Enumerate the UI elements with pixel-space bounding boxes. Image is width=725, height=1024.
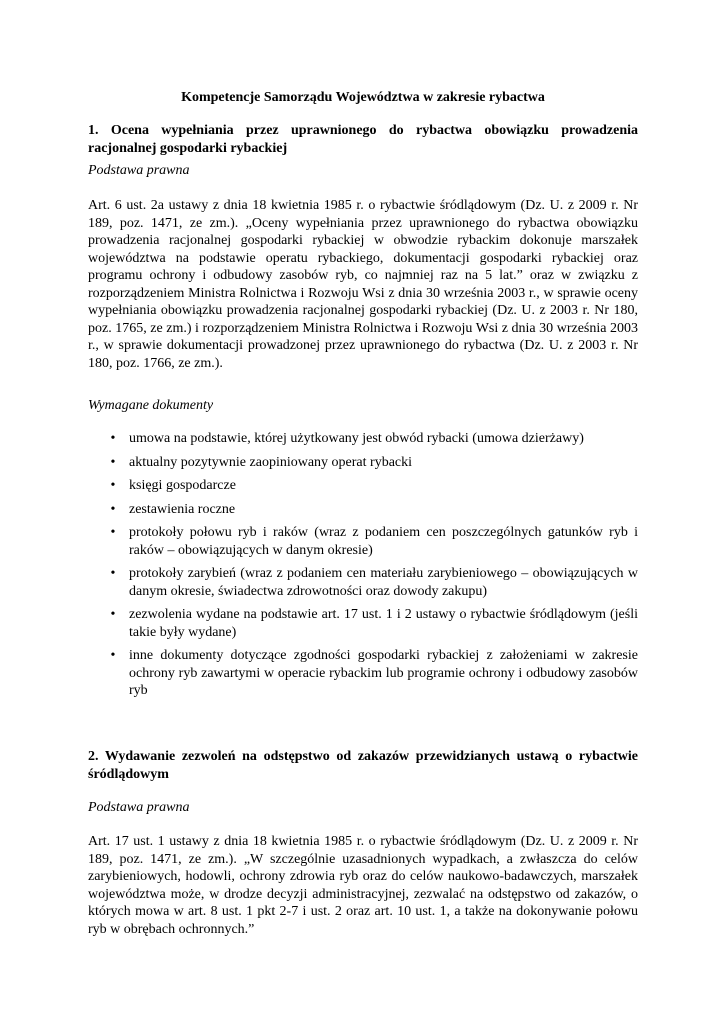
list-item-text: protokoły połowu ryb i raków (wraz z podaniem cen poszczególnych gatunków ryb i raków – obowiązujących w danym okresie) (129, 525, 638, 558)
list-item (88, 430, 638, 448)
bullet-icon: • (110, 431, 116, 446)
list-item (88, 501, 638, 519)
list-item-text: umowa na podstawie, której użytkowany jest obwód rybacki (umowa dzierżawy) (129, 431, 584, 446)
bullet-icon: • (110, 501, 116, 517)
section-1-legal-basis-label: Podstawa prawna (88, 163, 190, 178)
list-item (88, 565, 638, 600)
section-1-heading: 1. Ocena wypełniania przez uprawnionego do rybactwa obowiązku prowadzenia racjonalnej gospodarki rybackiej (88, 123, 638, 156)
list-item-text: księgi gospodarcze (129, 478, 236, 493)
section-1-legal-basis-text: Art. 6 ust. 2a ustawy z dnia 18 kwietnia 1985 r. o rybactwie śródlądowym (Dz. U. z 2009 r. Nr 189, poz. 1471, ze zm.). „Oceny wypełniania przez uprawnionego do rybactwa obowiązku prowadzenia racjonalnej gospodarki rybackiej w obwodzie rybackim dokonuje marszałek województwa na podstawie operatu rybackiego, dokumentacji gospodarki rybackiej oraz programu ochrony i odbudowy zasobów ryb, co najmniej raz na 5 lat.” oraz w związku z rozporządzeniem Ministra Rolnictwa i Rozwoju Wsi z dnia 30 września 2003 r., w sprawie oceny wypełniania obowiązku prowadzenia racjonalnej gospodarki rybackiej (Dz. U. z 2003 r. Nr 180, poz. 1765, ze zm.) i rozporządzeniem Ministra Rolnictwa i Rozwoju Wsi z dnia 30 września 2003 r., w sprawie dokumentacji prowadzonej przez uprawnionego do rybactwa (Dz. U. z 2003 r. Nr 180, poz. 1766, ze zm.). (88, 198, 638, 371)
section-2-legal-basis-text: Art. 17 ust. 1 ustawy z dnia 18 kwietnia 1985 r. o rybactwie śródlądowym (Dz. U. z 2009 r. Nr 189, poz. 1471, ze zm.). „W szczególnie uzasadnionych wypadkach, a zwłaszcza do celów zarybieniowych, hodowli, ochrony zdrowia ryb oraz do celów naukowo-badawczych, marszałek województwa może, w drodze decyzji administracyjnej, zezwalać na odstępstwo od zakazów, o których mowa w art. 8 ust. 1 pkt 2-7 i ust. 2 oraz art. 10 ust. 1, a także na dokonywanie połowu ryb w obrębach ochronnych.” (88, 834, 638, 937)
list-item-text: aktualny pozytywnie zaopiniowany operat rybacki (129, 454, 413, 470)
section-2-legal-basis-label: Podstawa prawna (88, 800, 190, 815)
bullet-icon: • (110, 525, 116, 540)
list-item (88, 454, 638, 472)
list-item (88, 524, 638, 559)
bullet-icon: • (110, 478, 116, 493)
list-item-text: inne dokumenty dotyczące zgodności gospodarki rybackiej z założeniami w zakresie ochrony ryb zawartymi w operacie rybackim lub programie ochrony i odbudowy zasobów ryb (129, 648, 638, 698)
list-item-text: protokoły zarybień (wraz z podaniem cen materiału zarybieniowego – obowiązujących w danym okresie, świadectwa zdrowotności oraz dowody zakupu) (129, 566, 638, 599)
required-documents-label: Wymagane dokumenty (88, 398, 214, 413)
list-item-text: zestawienia roczne (129, 501, 236, 517)
bullet-icon: • (110, 566, 116, 581)
bullet-icon: • (110, 607, 116, 622)
document-title: Kompetencje Samorządu Województwa w zakresie rybactwa (181, 90, 545, 105)
list-item (88, 477, 638, 495)
bullet-icon: • (110, 454, 116, 470)
list-item (88, 606, 638, 641)
list-item-text: zezwolenia wydane na podstawie art. 17 ust. 1 i 2 ustawy o rybactwie śródlądowym (jeśli takie były wydane) (129, 607, 638, 640)
required-documents-list (88, 430, 638, 706)
bullet-icon: • (110, 648, 116, 663)
list-item (88, 647, 638, 700)
section-2-heading: 2. Wydawanie zezwoleń na odstępstwo od zakazów przewidzianych ustawą o rybactwie śródlądowym (88, 749, 638, 782)
